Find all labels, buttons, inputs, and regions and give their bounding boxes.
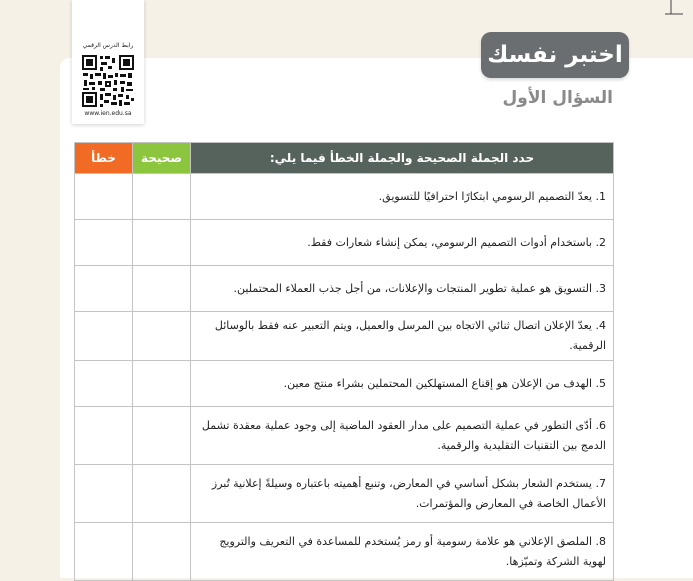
false-column-header: خطأ — [75, 143, 133, 174]
corner-crop-mark — [665, 0, 683, 22]
question-text: 1. يعدّ التصميم الرسومي ابتكارًا احترافيًا للتسويق. — [191, 174, 614, 220]
table-header-row — [75, 143, 614, 174]
digital-lesson-card[interactable] — [72, 0, 144, 124]
table-row — [75, 407, 614, 465]
table-row — [75, 361, 614, 407]
true-false-table — [74, 142, 614, 581]
false-answer-cell[interactable] — [75, 407, 133, 465]
question-text: 3. التسويق هو عملية تطوير المنتجات والإعلانات، من أجل جذب العملاء المحتملين. — [191, 266, 614, 312]
digital-lesson-label: رابط الدرس الرقمي — [82, 42, 134, 49]
true-answer-cell[interactable] — [133, 465, 191, 523]
question-text: 5. الهدف من الإعلان هو إقناع المستهلكين المحتملين بشراء منتج معين. — [191, 361, 614, 407]
false-answer-cell[interactable] — [75, 312, 133, 361]
question-text: 2. باستخدام أدوات التصميم الرسومي، يمكن إنشاء شعارات فقط. — [191, 220, 614, 266]
question-text: 6. أدّى التطور في عملية التصميم على مدار العقود الماضية إلى وجود عملية معقدة تشمل الدمج بين التقنيات التقليدية والرقمية. — [191, 407, 614, 465]
table-row — [75, 312, 614, 361]
true-answer-cell[interactable] — [133, 174, 191, 220]
true-answer-cell[interactable] — [133, 220, 191, 266]
table-row — [75, 266, 614, 312]
false-answer-cell[interactable] — [75, 220, 133, 266]
question-text: 8. الملصق الإعلاني هو علامة رسومية أو رمز يُستخدم للمساعدة في التعريف والترويج لهوية الشركة وتميّزها. — [191, 523, 614, 581]
false-answer-cell[interactable] — [75, 361, 133, 407]
true-answer-cell[interactable] — [133, 266, 191, 312]
page-title: اختبر نفسك — [481, 32, 629, 78]
digital-lesson-url[interactable]: www.ien.edu.sa — [84, 110, 132, 117]
section-title: السؤال الأول — [502, 88, 613, 108]
true-answer-cell[interactable] — [133, 407, 191, 465]
question-column-header: حدد الجملة الصحيحة والجملة الخطأ فيما يلي: — [191, 143, 614, 174]
false-answer-cell[interactable] — [75, 266, 133, 312]
qr-code-icon[interactable] — [81, 54, 135, 108]
true-answer-cell[interactable] — [133, 312, 191, 361]
question-text: 4. يعدّ الإعلان اتصال ثنائي الاتجاه بين المرسل والعميل، ويتم التعبير عنه فقط بالوسائل الرقمية. — [191, 312, 614, 361]
table-row — [75, 174, 614, 220]
question-text: 7. يستخدم الشعار بشكل أساسي في المعارض، وتنبع أهميته باعتباره وسيلةً إعلانية تُبرز الأعمال الخاصة في المعارض والمؤتمرات. — [191, 465, 614, 523]
table-row — [75, 465, 614, 523]
true-answer-cell[interactable] — [133, 361, 191, 407]
false-answer-cell[interactable] — [75, 465, 133, 523]
true-column-header: صحيحة — [133, 143, 191, 174]
table-row — [75, 220, 614, 266]
false-answer-cell[interactable] — [75, 174, 133, 220]
